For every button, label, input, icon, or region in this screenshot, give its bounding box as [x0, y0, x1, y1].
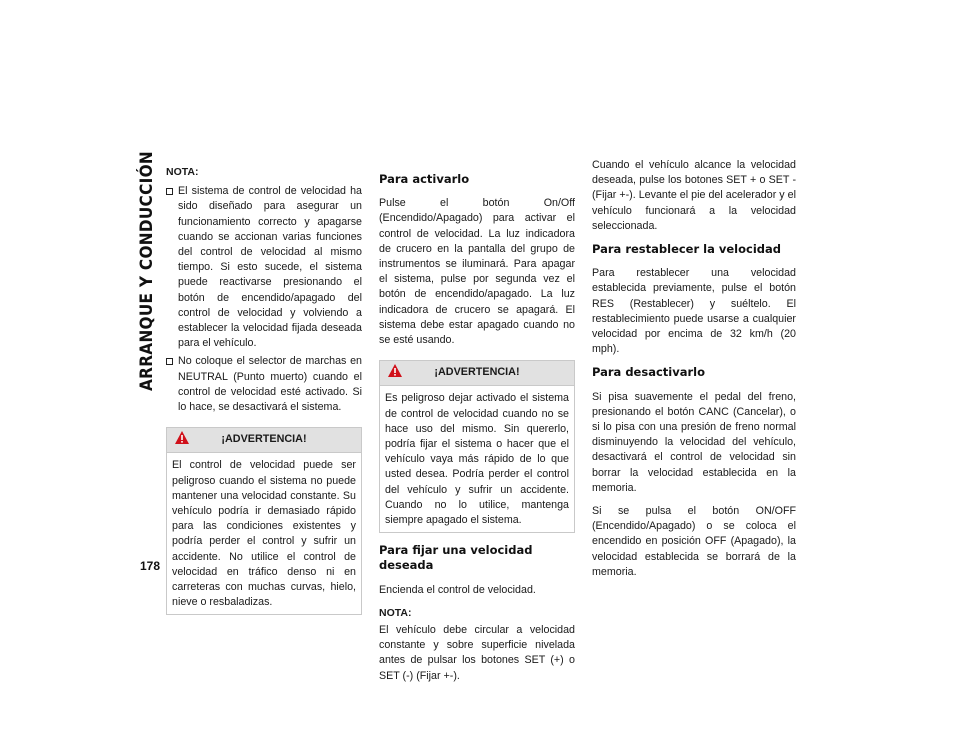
warning-triangle-icon	[388, 364, 402, 377]
nota-bullet-item	[166, 184, 362, 351]
deactivate-paragraph-2: Si se pulsa el botón ON/OFF (Encendido/Apagado) o se coloca el encendido en posición OFF (Apagado), la velocidad establecida se borrará de la memoria.	[592, 505, 796, 578]
activate-paragraph: Pulse el botón On/Off (Encendido/Apagado) para activar el control de velocidad. La luz indicadora de crucero en la pantalla del grupo de instrumentos se iluminará. Para apagar el sistema, pulse por segunda vez el botón de encendido/apagado. La luz indicadora de crucero se apagará. El sistema debe estar apagado cuando no se esté usando.	[379, 197, 575, 347]
warning-body	[380, 386, 574, 532]
warning-body	[167, 453, 361, 614]
warning-title: ¡ADVERTENCIA!	[434, 366, 520, 379]
bullet-text: El sistema de control de velocidad ha sido diseñado para asegurar un funcionamiento correcto y apagarse cuando se accionan varias funciones del control de velocidad al mismo tiempo. Si esto sucede, el sistema puede reactivarse presionando el botón de encendido/apagado del control de velocidad y volviendo a establecer la velocidad fijada deseada para el vehículo.	[178, 185, 362, 350]
deactivate-paragraph-1: Si pisa suavemente el pedal del freno, presionando el botón CANC (Cancelar), o si lo pisa con una presión de freno normal disminuyendo la velocidad del vehículo, desactivará el control de velocidad sin borrar la velocidad establecida en la memoria.	[592, 390, 796, 494]
nota-paragraph: El vehículo debe circular a velocidad constante y sobre superficie nivelada antes de pulsar los botones SET (+) o SET (-) (Fijar +-).	[379, 624, 575, 682]
square-bullet-icon	[166, 188, 173, 195]
section-heading-resume: Para restablecer la velocidad	[592, 242, 781, 257]
warning-triangle-icon	[175, 431, 189, 444]
warning-header	[167, 428, 361, 453]
warning-header	[380, 361, 574, 386]
chapter-side-tab	[134, 151, 160, 391]
column-2	[379, 172, 575, 692]
bullet-text: No coloque el selector de marchas en NEUTRAL (Punto muerto) cuando el control de velocidad esté activado. Si lo hace, se desactivará el sistema.	[178, 355, 362, 414]
nota-label: NOTA:	[379, 606, 412, 619]
resume-paragraph: Para restablecer una velocidad establecida previamente, pulse el botón RES (Restablecer) y suéltelo. El restablecimiento puede usarse a cualquier velocidad por encima de 32 km/h (20 mph).	[592, 267, 796, 356]
warning-text: El control de velocidad puede ser peligroso cuando el sistema no puede mantener una velocidad constante. Su vehículo podría ir demasiado rápido para las condiciones existentes y podría perder el control y sufrir un accidente. No utilice el control de velocidad en tráfico denso ni en carreteras con muchas curvas, hielo, nieve o resbaladizas.	[172, 459, 356, 609]
set-speed-paragraph: Encienda el control de velocidad.	[379, 583, 536, 596]
warning-title: ¡ADVERTENCIA!	[221, 433, 307, 446]
section-heading-activate: Para activarlo	[379, 172, 470, 186]
intro-paragraph: Cuando el vehículo alcance la velocidad deseada, pulse los botones SET + o SET - (Fijar +-). Levante el pie del acelerador y el vehículo funcionará a la velocidad seleccionada.	[592, 159, 796, 232]
section-heading-set-speed: Para fijar una velocidad deseada	[379, 543, 533, 573]
nota-bullet-item	[166, 354, 362, 415]
page-number: 178	[140, 559, 161, 573]
warning-text: Es peligroso dejar activado el sistema de control de velocidad cuando no se hace uso del mismo. Sin quererlo, podría fijar el sistema o hacer que el vehículo vaya más rápido de lo que usted desea. Podría perder el control del vehículo y sufrir un accidente. Cuando no lo utilice, mantenga siempre apagado el sistema.	[385, 392, 569, 527]
column-1	[166, 165, 362, 625]
nota-bullet-list	[166, 184, 362, 415]
warning-box	[379, 360, 575, 533]
square-bullet-icon	[166, 358, 173, 365]
section-heading-deactivate: Para desactivarlo	[592, 365, 705, 380]
nota-label: NOTA:	[166, 166, 199, 178]
chapter-title: ARRANQUE Y CONDUCCIÓN	[137, 151, 158, 391]
warning-box	[166, 427, 362, 615]
column-3	[592, 158, 796, 588]
